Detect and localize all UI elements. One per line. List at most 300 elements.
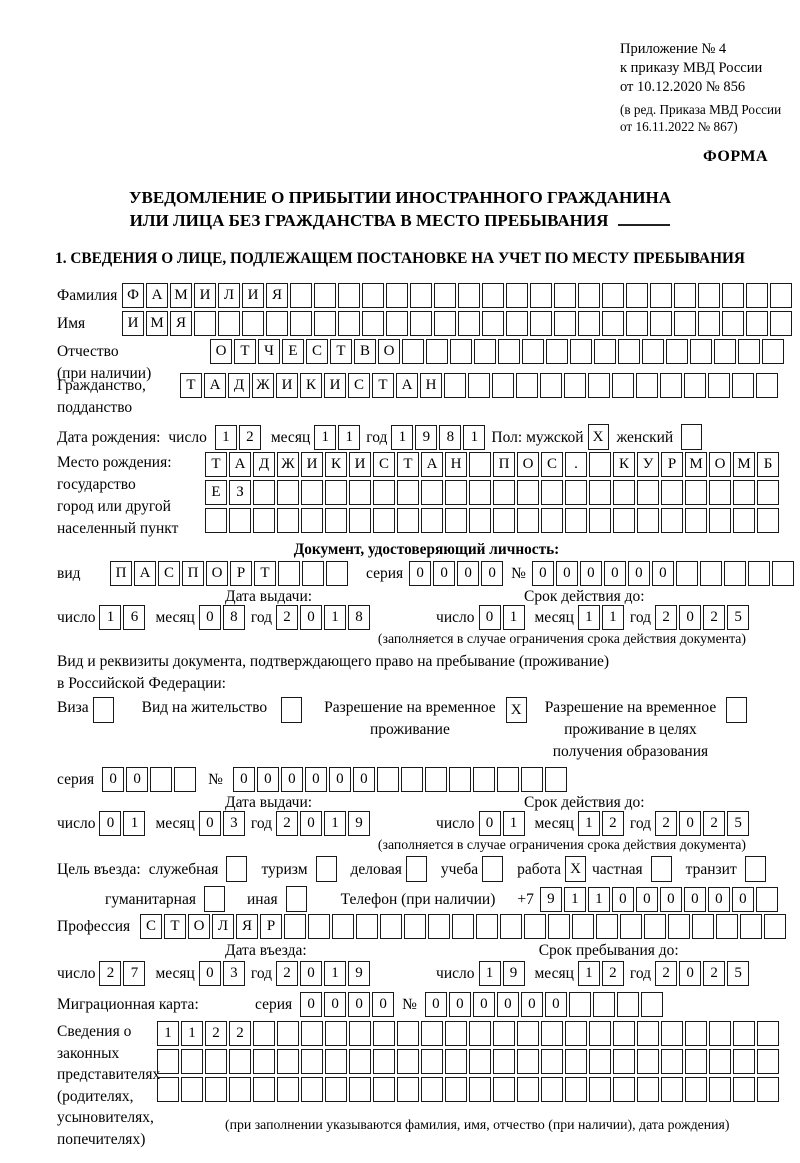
- char-cell[interactable]: [674, 283, 696, 308]
- char-cell[interactable]: 1: [324, 961, 346, 986]
- char-cell[interactable]: [397, 508, 419, 533]
- char-cell[interactable]: [756, 887, 778, 912]
- char-cell[interactable]: 9: [503, 961, 525, 986]
- char-cell[interactable]: [578, 311, 600, 336]
- char-cell[interactable]: И: [301, 452, 323, 477]
- char-cell[interactable]: [770, 283, 792, 308]
- char-cell[interactable]: [476, 914, 498, 939]
- purpose-business-checkbox[interactable]: [406, 856, 427, 882]
- char-cell[interactable]: О: [517, 452, 539, 477]
- char-cell[interactable]: [738, 339, 760, 364]
- char-cell[interactable]: [650, 283, 672, 308]
- char-cell[interactable]: [469, 1077, 491, 1102]
- char-cell[interactable]: [150, 767, 172, 792]
- char-cell[interactable]: [302, 561, 324, 586]
- char-cell[interactable]: [570, 339, 592, 364]
- char-cell[interactable]: 0: [708, 887, 730, 912]
- char-cell[interactable]: [636, 373, 658, 398]
- char-cell[interactable]: [229, 508, 251, 533]
- char-cell[interactable]: [401, 767, 423, 792]
- char-cell[interactable]: [661, 1049, 683, 1074]
- char-cell[interactable]: Л: [212, 914, 234, 939]
- char-cell[interactable]: 0: [684, 887, 706, 912]
- char-cell[interactable]: [565, 1049, 587, 1074]
- char-cell[interactable]: 2: [276, 811, 298, 836]
- char-cell[interactable]: 1: [338, 425, 360, 450]
- char-cell[interactable]: [397, 480, 419, 505]
- char-cell[interactable]: Т: [372, 373, 394, 398]
- char-cell[interactable]: 0: [545, 992, 567, 1017]
- char-cell[interactable]: [685, 480, 707, 505]
- char-cell[interactable]: [434, 283, 456, 308]
- char-cell[interactable]: [589, 1049, 611, 1074]
- char-cell[interactable]: 9: [348, 811, 370, 836]
- char-cell[interactable]: 2: [229, 1021, 251, 1046]
- char-cell[interactable]: [380, 914, 402, 939]
- char-cell[interactable]: [326, 561, 348, 586]
- char-cell[interactable]: [349, 1049, 371, 1074]
- char-cell[interactable]: Р: [230, 561, 252, 586]
- char-cell[interactable]: К: [613, 452, 635, 477]
- char-cell[interactable]: 7: [123, 961, 145, 986]
- char-cell[interactable]: 0: [99, 811, 121, 836]
- char-cell[interactable]: И: [276, 373, 298, 398]
- char-cell[interactable]: 0: [679, 811, 701, 836]
- char-cell[interactable]: [716, 914, 738, 939]
- char-cell[interactable]: [732, 373, 754, 398]
- char-cell[interactable]: [685, 508, 707, 533]
- char-cell[interactable]: [301, 480, 323, 505]
- char-cell[interactable]: [644, 914, 666, 939]
- char-cell[interactable]: [482, 311, 504, 336]
- char-cell[interactable]: [724, 561, 746, 586]
- char-cell[interactable]: [757, 1021, 779, 1046]
- char-cell[interactable]: Р: [661, 452, 683, 477]
- char-cell[interactable]: С: [373, 452, 395, 477]
- char-cell[interactable]: 0: [473, 992, 495, 1017]
- char-cell[interactable]: 9: [540, 887, 562, 912]
- char-cell[interactable]: 8: [348, 605, 370, 630]
- char-cell[interactable]: [469, 508, 491, 533]
- char-cell[interactable]: 9: [415, 425, 437, 450]
- char-cell[interactable]: [660, 373, 682, 398]
- char-cell[interactable]: [482, 283, 504, 308]
- char-cell[interactable]: [205, 508, 227, 533]
- char-cell[interactable]: [242, 311, 264, 336]
- char-cell[interactable]: 0: [425, 992, 447, 1017]
- char-cell[interactable]: О: [188, 914, 210, 939]
- char-cell[interactable]: [541, 1021, 563, 1046]
- char-cell[interactable]: 0: [679, 605, 701, 630]
- char-cell[interactable]: [757, 1049, 779, 1074]
- char-cell[interactable]: 0: [457, 561, 479, 586]
- char-cell[interactable]: [397, 1021, 419, 1046]
- char-cell[interactable]: 0: [300, 605, 322, 630]
- char-cell[interactable]: [589, 480, 611, 505]
- char-cell[interactable]: [661, 1021, 683, 1046]
- char-cell[interactable]: [301, 1021, 323, 1046]
- purpose-study-checkbox[interactable]: [482, 856, 503, 882]
- char-cell[interactable]: [565, 508, 587, 533]
- char-cell[interactable]: 2: [602, 811, 624, 836]
- char-cell[interactable]: Д: [228, 373, 250, 398]
- char-cell[interactable]: 3: [223, 811, 245, 836]
- char-cell[interactable]: [764, 914, 786, 939]
- char-cell[interactable]: О: [210, 339, 232, 364]
- char-cell[interactable]: [554, 311, 576, 336]
- char-cell[interactable]: 1: [324, 811, 346, 836]
- char-cell[interactable]: 0: [348, 992, 370, 1017]
- char-cell[interactable]: [733, 508, 755, 533]
- char-cell[interactable]: 0: [233, 767, 255, 792]
- char-cell[interactable]: 2: [276, 961, 298, 986]
- char-cell[interactable]: [618, 339, 640, 364]
- char-cell[interactable]: Я: [266, 283, 288, 308]
- char-cell[interactable]: [569, 992, 591, 1017]
- temp-residence-edu-checkbox[interactable]: [726, 697, 747, 723]
- char-cell[interactable]: [594, 339, 616, 364]
- char-cell[interactable]: [402, 339, 424, 364]
- char-cell[interactable]: [277, 1021, 299, 1046]
- char-cell[interactable]: [404, 914, 426, 939]
- male-checkbox[interactable]: X: [588, 424, 609, 450]
- char-cell[interactable]: 1: [479, 961, 501, 986]
- char-cell[interactable]: [674, 311, 696, 336]
- char-cell[interactable]: [698, 311, 720, 336]
- char-cell[interactable]: [517, 1077, 539, 1102]
- char-cell[interactable]: 0: [126, 767, 148, 792]
- char-cell[interactable]: [325, 1077, 347, 1102]
- char-cell[interactable]: [325, 1049, 347, 1074]
- char-cell[interactable]: 0: [497, 992, 519, 1017]
- char-cell[interactable]: [517, 508, 539, 533]
- char-cell[interactable]: 0: [604, 561, 626, 586]
- char-cell[interactable]: [493, 480, 515, 505]
- char-cell[interactable]: 0: [532, 561, 554, 586]
- female-checkbox[interactable]: [681, 424, 702, 450]
- char-cell[interactable]: [500, 914, 522, 939]
- char-cell[interactable]: [676, 561, 698, 586]
- char-cell[interactable]: Я: [170, 311, 192, 336]
- char-cell[interactable]: 0: [199, 961, 221, 986]
- char-cell[interactable]: [338, 283, 360, 308]
- char-cell[interactable]: М: [733, 452, 755, 477]
- char-cell[interactable]: 1: [157, 1021, 179, 1046]
- char-cell[interactable]: 0: [199, 605, 221, 630]
- char-cell[interactable]: [174, 767, 196, 792]
- char-cell[interactable]: [521, 767, 543, 792]
- char-cell[interactable]: 0: [612, 887, 634, 912]
- char-cell[interactable]: [498, 339, 520, 364]
- char-cell[interactable]: [426, 339, 448, 364]
- char-cell[interactable]: 0: [281, 767, 303, 792]
- char-cell[interactable]: [613, 1021, 635, 1046]
- char-cell[interactable]: [229, 1077, 251, 1102]
- char-cell[interactable]: [373, 508, 395, 533]
- char-cell[interactable]: [290, 283, 312, 308]
- residence-permit-checkbox[interactable]: [281, 697, 302, 723]
- char-cell[interactable]: [722, 283, 744, 308]
- char-cell[interactable]: [709, 1049, 731, 1074]
- char-cell[interactable]: Т: [234, 339, 256, 364]
- char-cell[interactable]: 1: [324, 605, 346, 630]
- char-cell[interactable]: [349, 1021, 371, 1046]
- char-cell[interactable]: [722, 311, 744, 336]
- char-cell[interactable]: 0: [479, 605, 501, 630]
- char-cell[interactable]: 0: [409, 561, 431, 586]
- char-cell[interactable]: [617, 992, 639, 1017]
- char-cell[interactable]: [541, 1049, 563, 1074]
- char-cell[interactable]: [386, 283, 408, 308]
- char-cell[interactable]: С: [306, 339, 328, 364]
- char-cell[interactable]: 0: [372, 992, 394, 1017]
- char-cell[interactable]: 0: [102, 767, 124, 792]
- char-cell[interactable]: [445, 508, 467, 533]
- char-cell[interactable]: Я: [236, 914, 258, 939]
- char-cell[interactable]: [325, 508, 347, 533]
- char-cell[interactable]: [356, 914, 378, 939]
- char-cell[interactable]: [445, 1021, 467, 1046]
- char-cell[interactable]: [565, 1021, 587, 1046]
- char-cell[interactable]: [492, 373, 514, 398]
- char-cell[interactable]: .: [565, 452, 587, 477]
- char-cell[interactable]: И: [242, 283, 264, 308]
- char-cell[interactable]: [637, 1049, 659, 1074]
- char-cell[interactable]: О: [378, 339, 400, 364]
- char-cell[interactable]: [589, 508, 611, 533]
- char-cell[interactable]: [253, 1021, 275, 1046]
- purpose-tourism-checkbox[interactable]: [316, 856, 337, 882]
- char-cell[interactable]: [253, 508, 275, 533]
- char-cell[interactable]: [373, 1021, 395, 1046]
- char-cell[interactable]: [733, 1021, 755, 1046]
- char-cell[interactable]: 0: [300, 811, 322, 836]
- char-cell[interactable]: [205, 1077, 227, 1102]
- char-cell[interactable]: [373, 1077, 395, 1102]
- char-cell[interactable]: [593, 992, 615, 1017]
- char-cell[interactable]: 2: [602, 961, 624, 986]
- char-cell[interactable]: [253, 480, 275, 505]
- char-cell[interactable]: И: [194, 283, 216, 308]
- char-cell[interactable]: [637, 1021, 659, 1046]
- char-cell[interactable]: [445, 1049, 467, 1074]
- char-cell[interactable]: [541, 508, 563, 533]
- visa-checkbox[interactable]: [93, 697, 114, 723]
- char-cell[interactable]: [690, 339, 712, 364]
- char-cell[interactable]: [685, 1049, 707, 1074]
- char-cell[interactable]: [613, 508, 635, 533]
- char-cell[interactable]: 2: [703, 811, 725, 836]
- char-cell[interactable]: 2: [703, 961, 725, 986]
- char-cell[interactable]: Т: [397, 452, 419, 477]
- char-cell[interactable]: 1: [215, 425, 237, 450]
- char-cell[interactable]: [684, 373, 706, 398]
- char-cell[interactable]: [516, 373, 538, 398]
- purpose-official-checkbox[interactable]: [226, 856, 247, 882]
- char-cell[interactable]: 0: [199, 811, 221, 836]
- char-cell[interactable]: 0: [732, 887, 754, 912]
- char-cell[interactable]: Ж: [277, 452, 299, 477]
- char-cell[interactable]: [685, 1021, 707, 1046]
- char-cell[interactable]: [349, 1077, 371, 1102]
- char-cell[interactable]: [746, 311, 768, 336]
- char-cell[interactable]: [709, 480, 731, 505]
- char-cell[interactable]: 0: [652, 561, 674, 586]
- char-cell[interactable]: 0: [628, 561, 650, 586]
- char-cell[interactable]: [397, 1077, 419, 1102]
- char-cell[interactable]: [469, 1049, 491, 1074]
- char-cell[interactable]: 1: [99, 605, 121, 630]
- char-cell[interactable]: 0: [257, 767, 279, 792]
- char-cell[interactable]: [709, 1021, 731, 1046]
- char-cell[interactable]: 0: [679, 961, 701, 986]
- char-cell[interactable]: 2: [205, 1021, 227, 1046]
- char-cell[interactable]: [540, 373, 562, 398]
- char-cell[interactable]: [278, 561, 300, 586]
- char-cell[interactable]: А: [134, 561, 156, 586]
- char-cell[interactable]: 1: [578, 811, 600, 836]
- purpose-humanitarian-checkbox[interactable]: [204, 886, 225, 912]
- char-cell[interactable]: [362, 283, 384, 308]
- char-cell[interactable]: [589, 1077, 611, 1102]
- char-cell[interactable]: [762, 339, 784, 364]
- char-cell[interactable]: [565, 1077, 587, 1102]
- char-cell[interactable]: К: [325, 452, 347, 477]
- char-cell[interactable]: [613, 480, 635, 505]
- char-cell[interactable]: [714, 339, 736, 364]
- char-cell[interactable]: И: [349, 452, 371, 477]
- char-cell[interactable]: [524, 914, 546, 939]
- char-cell[interactable]: Т: [205, 452, 227, 477]
- char-cell[interactable]: [733, 1077, 755, 1102]
- char-cell[interactable]: [757, 508, 779, 533]
- char-cell[interactable]: М: [685, 452, 707, 477]
- char-cell[interactable]: [668, 914, 690, 939]
- purpose-transit-checkbox[interactable]: [745, 856, 766, 882]
- char-cell[interactable]: 1: [602, 605, 624, 630]
- char-cell[interactable]: 0: [660, 887, 682, 912]
- char-cell[interactable]: А: [146, 283, 168, 308]
- char-cell[interactable]: [301, 508, 323, 533]
- char-cell[interactable]: [493, 1077, 515, 1102]
- char-cell[interactable]: [445, 480, 467, 505]
- char-cell[interactable]: [493, 1021, 515, 1046]
- char-cell[interactable]: [349, 508, 371, 533]
- char-cell[interactable]: Ч: [258, 339, 280, 364]
- char-cell[interactable]: Е: [282, 339, 304, 364]
- char-cell[interactable]: [709, 1077, 731, 1102]
- char-cell[interactable]: С: [140, 914, 162, 939]
- char-cell[interactable]: [612, 373, 634, 398]
- char-cell[interactable]: [757, 480, 779, 505]
- char-cell[interactable]: В: [354, 339, 376, 364]
- char-cell[interactable]: [157, 1077, 179, 1102]
- char-cell[interactable]: [602, 311, 624, 336]
- char-cell[interactable]: [290, 311, 312, 336]
- char-cell[interactable]: [589, 452, 611, 477]
- char-cell[interactable]: [589, 1021, 611, 1046]
- char-cell[interactable]: [205, 1049, 227, 1074]
- char-cell[interactable]: У: [637, 452, 659, 477]
- char-cell[interactable]: П: [110, 561, 132, 586]
- char-cell[interactable]: [332, 914, 354, 939]
- char-cell[interactable]: [277, 480, 299, 505]
- char-cell[interactable]: [572, 914, 594, 939]
- char-cell[interactable]: А: [204, 373, 226, 398]
- char-cell[interactable]: 6: [123, 605, 145, 630]
- char-cell[interactable]: [545, 767, 567, 792]
- char-cell[interactable]: [452, 914, 474, 939]
- char-cell[interactable]: 0: [353, 767, 375, 792]
- char-cell[interactable]: 0: [305, 767, 327, 792]
- purpose-work-checkbox[interactable]: X: [565, 856, 586, 882]
- char-cell[interactable]: 1: [391, 425, 413, 450]
- char-cell[interactable]: Б: [757, 452, 779, 477]
- char-cell[interactable]: З: [229, 480, 251, 505]
- char-cell[interactable]: С: [541, 452, 563, 477]
- char-cell[interactable]: [181, 1049, 203, 1074]
- char-cell[interactable]: 0: [481, 561, 503, 586]
- char-cell[interactable]: М: [170, 283, 192, 308]
- char-cell[interactable]: [546, 339, 568, 364]
- char-cell[interactable]: [772, 561, 794, 586]
- char-cell[interactable]: [325, 1021, 347, 1046]
- char-cell[interactable]: [641, 992, 663, 1017]
- char-cell[interactable]: 8: [439, 425, 461, 450]
- char-cell[interactable]: [698, 283, 720, 308]
- char-cell[interactable]: 1: [181, 1021, 203, 1046]
- char-cell[interactable]: Д: [253, 452, 275, 477]
- char-cell[interactable]: 1: [578, 961, 600, 986]
- char-cell[interactable]: [253, 1049, 275, 1074]
- char-cell[interactable]: 5: [727, 961, 749, 986]
- char-cell[interactable]: [277, 1077, 299, 1102]
- char-cell[interactable]: [517, 1021, 539, 1046]
- char-cell[interactable]: П: [493, 452, 515, 477]
- char-cell[interactable]: [386, 311, 408, 336]
- char-cell[interactable]: [642, 339, 664, 364]
- char-cell[interactable]: [218, 311, 240, 336]
- char-cell[interactable]: 1: [503, 605, 525, 630]
- char-cell[interactable]: [685, 1077, 707, 1102]
- char-cell[interactable]: [493, 508, 515, 533]
- char-cell[interactable]: 1: [588, 887, 610, 912]
- char-cell[interactable]: [692, 914, 714, 939]
- char-cell[interactable]: 8: [223, 605, 245, 630]
- char-cell[interactable]: Ф: [122, 283, 144, 308]
- char-cell[interactable]: [458, 311, 480, 336]
- char-cell[interactable]: 1: [314, 425, 336, 450]
- char-cell[interactable]: 0: [300, 992, 322, 1017]
- char-cell[interactable]: [588, 373, 610, 398]
- char-cell[interactable]: 5: [727, 811, 749, 836]
- char-cell[interactable]: [308, 914, 330, 939]
- char-cell[interactable]: [748, 561, 770, 586]
- char-cell[interactable]: 0: [329, 767, 351, 792]
- char-cell[interactable]: [362, 311, 384, 336]
- char-cell[interactable]: Н: [420, 373, 442, 398]
- char-cell[interactable]: [338, 311, 360, 336]
- char-cell[interactable]: 0: [449, 992, 471, 1017]
- char-cell[interactable]: [530, 311, 552, 336]
- char-cell[interactable]: [700, 561, 722, 586]
- char-cell[interactable]: М: [146, 311, 168, 336]
- char-cell[interactable]: [564, 373, 586, 398]
- char-cell[interactable]: 1: [503, 811, 525, 836]
- char-cell[interactable]: А: [421, 452, 443, 477]
- char-cell[interactable]: [377, 767, 399, 792]
- char-cell[interactable]: Е: [205, 480, 227, 505]
